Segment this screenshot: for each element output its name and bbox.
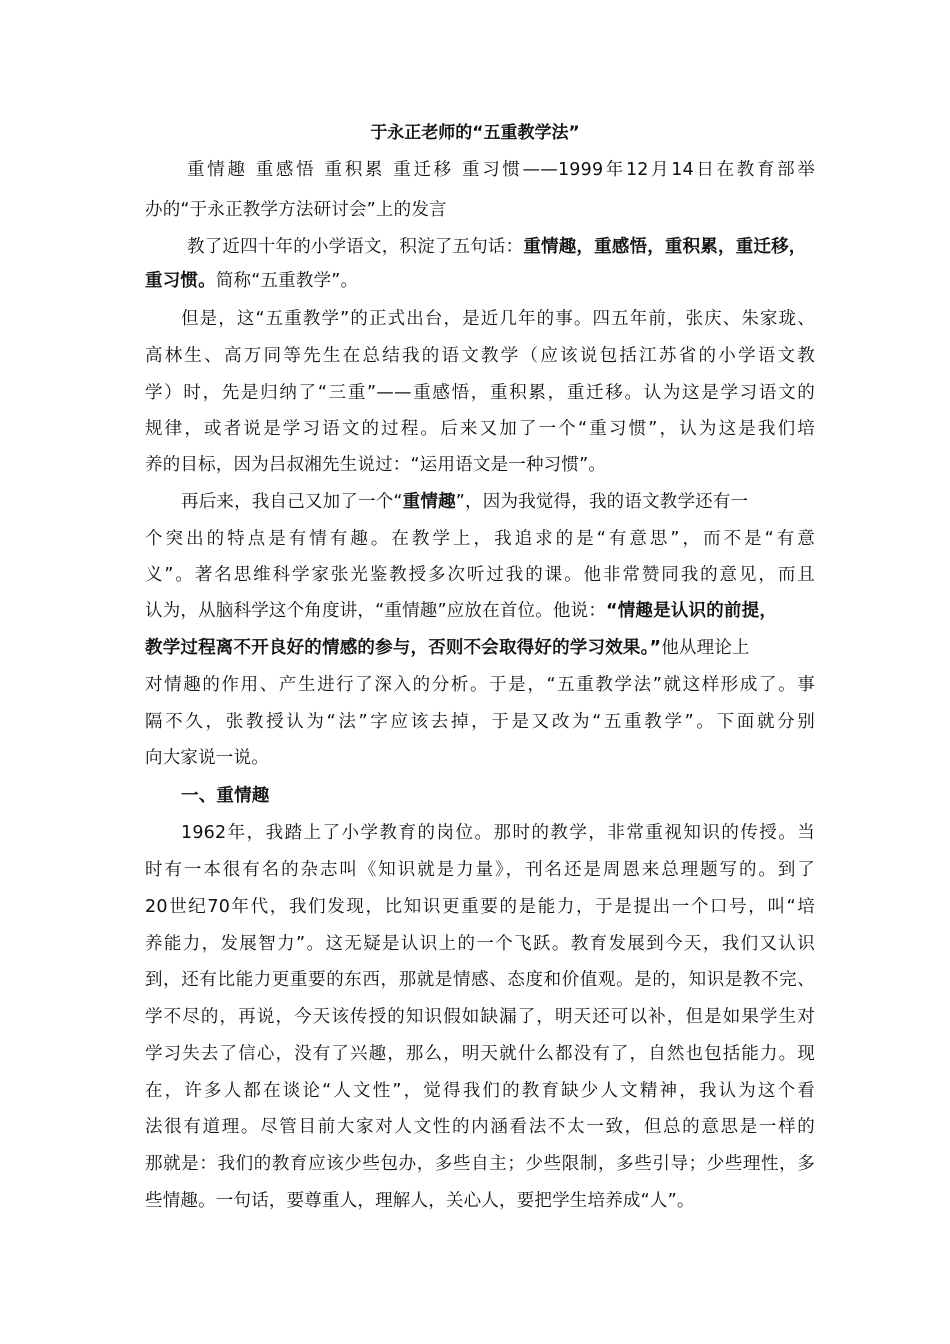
paragraph-4-line-2: 时有一本很有名的杂志叫《知识就是力量》，刊名还是周恩来总理题写的。到了 <box>145 860 815 880</box>
paragraph-3-line-7: 隔不久，张教授认为“法”字应该去掉，于是又改为“五重教学”。下面就分别 <box>145 712 815 732</box>
text-run: 简称“五重教学”。 <box>215 271 359 291</box>
text-run: 教了近四十年的小学语文，积淀了五句话： <box>187 237 524 257</box>
text-run: 认为，从脑科学这个角度讲，“重情趣”应放在首位。他说： <box>145 601 607 621</box>
paragraph-2-line-4: 规律，或者说是学习语文的过程。后来又加了一个“重习惯”，认为这是我们培 <box>145 419 815 439</box>
bold-text-run: 重情趣，重感悟，重积累，重迁移， <box>523 237 807 257</box>
paragraph-3-line-5 <box>145 635 815 661</box>
paragraph-4-line-8: 在，许多人都在谈论“人文性”，觉得我们的教育缺少人文精神，我认为这个看 <box>145 1081 815 1101</box>
paragraph-3-line-1 <box>181 489 815 515</box>
paragraph-4-line-9: 法很有道理。尽管目前大家对人文性的内涵看法不太一致，但总的意思是一样的 <box>145 1117 815 1137</box>
subtitle-line-2: 办的“于永正教学方法研讨会”上的发言 <box>145 200 447 220</box>
paragraph-4-line-4: 养能力，发展智力”。这无疑是认识上的一个飞跃。教育发展到今天，我们又认识 <box>145 934 815 954</box>
bold-text-run: 教学过程离不开良好的情感的参与，否则不会取得好的学习效果。” <box>145 638 662 658</box>
text-run: 再后来，我自己又加了一个“ <box>181 492 403 512</box>
paragraph-1-line-2 <box>145 268 815 294</box>
paragraph-4-line-5: 到，还有比能力更重要的东西，那就是情感、态度和价值观。是的，知识是教不完、 <box>145 970 815 990</box>
paragraph-4-line-11: 些情趣。一句话，要尊重人，理解人，关心人，要把学生培养成“人”。 <box>145 1191 695 1211</box>
paragraph-4-line-1: 1962年，我踏上了小学教育的岗位。那时的教学，非常重视知识的传授。当 <box>181 823 815 843</box>
paragraph-3-line-4 <box>145 598 815 624</box>
paragraph-3-line-3: 义”。著名思维科学家张光鉴教授多次听过我的课。他非常赞同我的意见，而且 <box>145 565 815 585</box>
paragraph-2-line-3: 学）时，先是归纳了“三重”——重感悟，重积累，重迁移。认为这是学习语文的 <box>145 383 815 403</box>
bold-text-run: “情趣是认识的前提， <box>606 601 778 621</box>
paragraph-2-line-2: 高林生、高万同等先生在总结我的语文教学（应该说包括江苏省的小学语文教 <box>145 346 815 366</box>
text-run: 他从理论上 <box>661 638 750 658</box>
paragraph-2-line-1: 但是，这“五重教学”的正式出台，是近几年的事。四五年前，张庆、朱家珑、 <box>181 309 815 329</box>
paragraph-4-line-7: 学习失去了信心，没有了兴趣，那么，明天就什么都没有了，自然也包括能力。现 <box>145 1044 815 1064</box>
paragraph-4-line-10: 那就是：我们的教育应该少些包办，多些自主；少些限制，多些引导；少些理性，多 <box>145 1154 815 1174</box>
paragraph-4-line-3: 20世纪70年代，我们发现，比知识更重要的是能力，于是提出一个口号，叫“培 <box>145 897 815 917</box>
bold-text-run: 重情趣 <box>402 492 456 512</box>
document-title: 于永正老师的“五重教学法” <box>370 123 580 143</box>
bold-text-run: 重习惯。 <box>145 271 216 291</box>
section-heading: 一、重情趣 <box>181 786 270 806</box>
paragraph-2-line-5: 养的目标，因为吕叔湘先生说过：“运用语文是一种习惯”。 <box>145 455 607 475</box>
paragraph-4-line-6: 学不尽的，再说，今天该传授的知识假如缺漏了，明天还可以补，但是如果学生对 <box>145 1007 815 1027</box>
paragraph-3-line-2: 个突出的特点是有情有趣。在教学上，我追求的是“有意思”，而不是“有意 <box>145 529 815 549</box>
subtitle-line-1: 重情趣 重感悟 重积累 重迁移 重习惯——1999年12月14日在教育部举 <box>187 160 815 180</box>
text-run: ”，因为我觉得，我的语文教学还有一 <box>455 492 749 512</box>
paragraph-3-line-6: 对情趣的作用、产生进行了深入的分析。于是，“五重教学法”就这样形成了。事 <box>145 675 815 695</box>
paragraph-3-line-8: 向大家说一说。 <box>145 748 269 768</box>
paragraph-1-line-1 <box>187 234 815 260</box>
